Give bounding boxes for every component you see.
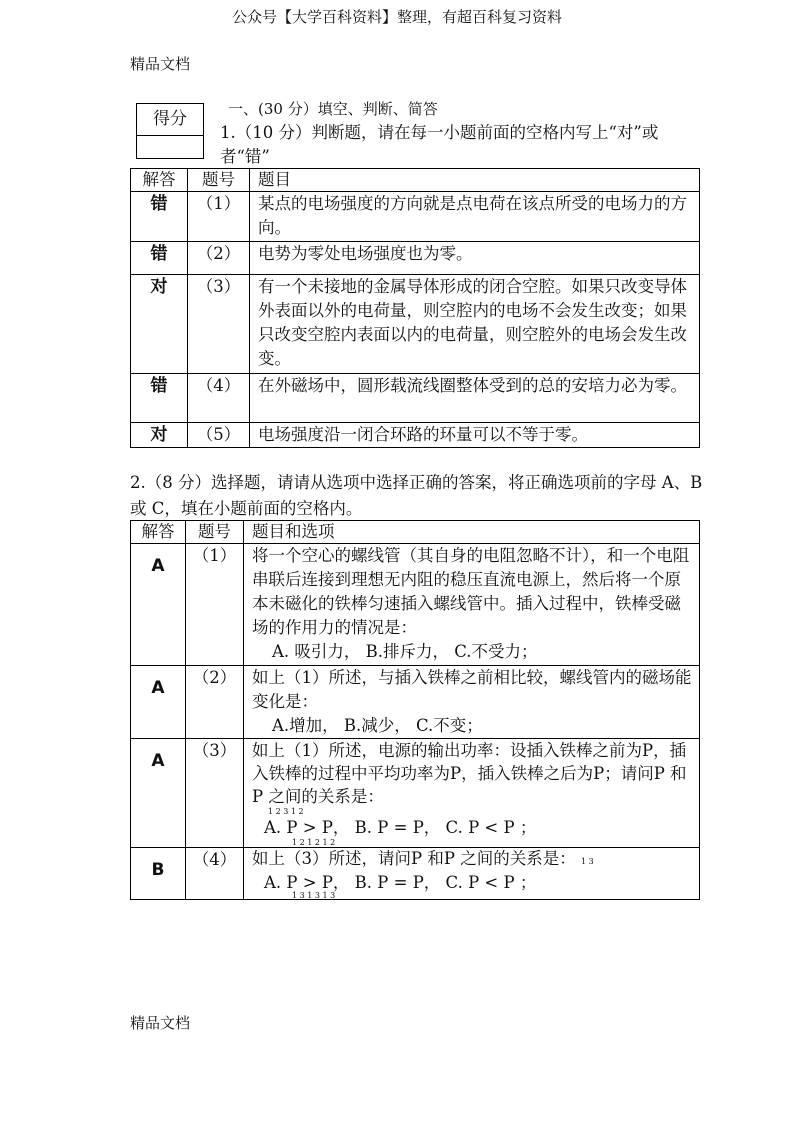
question-text: 在外磁场中，圆形载流线圈整体受到的总的安培力必为零。 — [250, 374, 700, 423]
question-text: 电场强度沿一闭合环路的环量可以不等于零。 — [250, 423, 700, 448]
col-question-header: 题目 — [250, 169, 700, 192]
question-stem: 如上（1）所述，与插入铁棒之前相比较，螺线管内的磁场能变化是： — [252, 668, 692, 711]
table-row — [131, 666, 700, 739]
subscript-marks: 1 3 — [580, 857, 594, 866]
question-options: A. P > P， B. P = P， C. P < P ； — [264, 873, 537, 892]
table-row — [131, 848, 700, 900]
subscript-marks: 1 2 1 2 1 2 — [292, 838, 336, 847]
question-text: 电势为零处电场强度也为零。 — [250, 242, 700, 275]
question-text: 某点的电场强度的方向就是点电荷在该点所受的电场力的方向。 — [250, 192, 700, 242]
answer-cell[interactable]: 错 — [131, 192, 188, 242]
q2-table — [130, 520, 700, 900]
section-title: 一、(30 分）填空、判断、简答 — [228, 100, 438, 118]
question-number: （4） — [188, 374, 250, 423]
table-row — [131, 192, 700, 242]
question-number: （3） — [188, 275, 250, 374]
q2-header-row — [131, 521, 700, 544]
col-question-header: 题目和选项 — [244, 521, 700, 544]
question-number: （2） — [188, 242, 250, 275]
question-number: （3） — [186, 739, 244, 848]
subscript-marks: 1 2 3 1 2 — [268, 807, 304, 816]
question-text — [244, 544, 700, 666]
question-number: （1） — [188, 192, 250, 242]
table-row — [131, 242, 700, 275]
question-number: （5） — [188, 423, 250, 448]
answer-cell[interactable]: A — [131, 739, 186, 848]
question-options: A.增加， B.减少， C.不变； — [272, 716, 483, 735]
score-box — [136, 103, 204, 159]
question-options: A. 吸引力， B.排斥力， C.不受力； — [272, 642, 538, 661]
q1-header-row — [131, 169, 700, 192]
table-row — [131, 739, 700, 848]
question-stem: 如上（1）所述，电源的输出功率：设插入铁棒之前为P，插入铁棒的过程中平均功率为P，插入铁棒之后为P；请问P 和P 之间的关系是： — [252, 741, 687, 806]
question-text — [244, 666, 700, 739]
answer-cell[interactable]: 对 — [131, 275, 188, 374]
table-row — [131, 275, 700, 374]
question-stem: 如上（3）所述，请问P 和P 之间的关系是： — [252, 849, 576, 868]
question-number: （1） — [186, 544, 244, 666]
question-text — [244, 739, 700, 848]
question-stem: 将一个空心的螺线管（其自身的电阻忽略不计），和一个电阻串联后连接到理想无内阻的稳压直流电源上，然后将一个原本未磁化的铁棒匀速插入螺线管中。插入过程中，铁棒受磁场的作用力的情况是： — [252, 546, 690, 637]
answer-cell[interactable]: B — [131, 848, 186, 900]
question-options: A. P > P， B. P = P， C. P < P ； — [264, 818, 537, 837]
subscript-marks: 1 3 1 3 1 3 — [292, 891, 336, 900]
col-num-header: 题号 — [186, 521, 244, 544]
answer-cell[interactable]: 错 — [131, 242, 188, 275]
q1-table — [130, 168, 700, 448]
page-header: 公众号【大学百科资料】整理，有超百科复习资料 — [231, 8, 562, 26]
col-num-header: 题号 — [188, 169, 250, 192]
table-row — [131, 423, 700, 448]
q1-intro: 1.（10 分）判断题，请在每一小题前面的空格内写上“对”或者“错” — [220, 123, 659, 166]
col-answer-header: 解答 — [131, 169, 188, 192]
answer-cell[interactable]: 错 — [131, 374, 188, 423]
table-row — [131, 374, 700, 423]
question-text — [244, 848, 700, 900]
table-row — [131, 544, 700, 666]
score-label: 得分 — [137, 104, 203, 136]
answer-cell[interactable]: A — [131, 666, 186, 739]
watermark-top: 精品文档 — [130, 55, 191, 73]
q2-intro: 2.（8 分）选择题，请请从选项中选择正确的答案，将正确选项前的字母 A、B 或 C，填在小题前面的空格内。 — [130, 473, 703, 518]
answer-cell[interactable]: 对 — [131, 423, 188, 448]
answer-cell[interactable]: A — [131, 544, 186, 666]
question-number: （4） — [186, 848, 244, 900]
question-number: （2） — [186, 666, 244, 739]
question-text: 有一个未接地的金属导体形成的闭合空腔。如果只改变导体外表面以外的电荷量，则空腔内的电场不会发生改变；如果只改变空腔内表面以内的电荷量，则空腔外的电场会发生改变。 — [250, 275, 700, 374]
col-answer-header: 解答 — [131, 521, 186, 544]
watermark-bottom: 精品文档 — [130, 1014, 191, 1032]
